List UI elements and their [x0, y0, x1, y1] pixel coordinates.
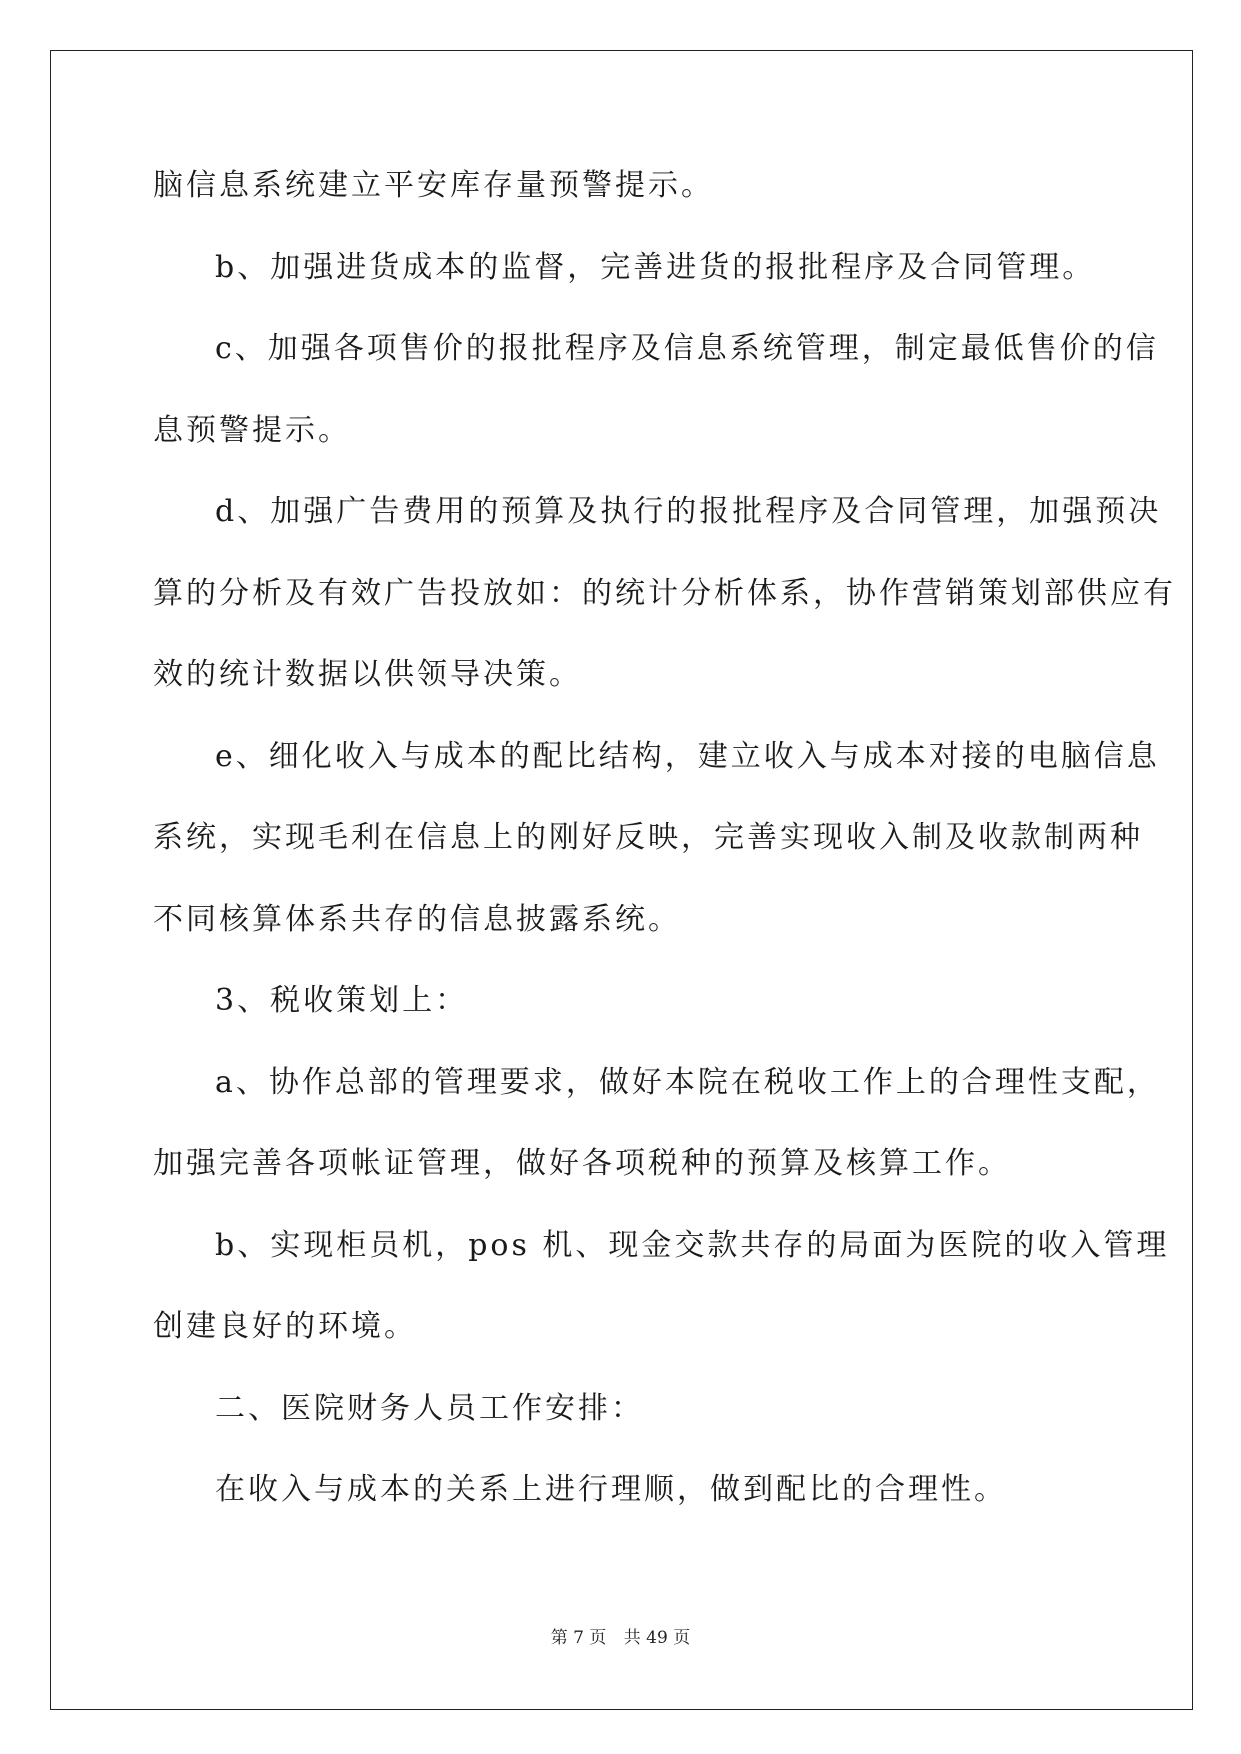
text-line-13: 加强完善各项帐证管理，做好各项税种的预算及核算工作。 — [153, 1146, 1011, 1181]
text-line-8: e、细化收入与成本的配比结构，建立收入与成本对接的电脑信息 — [215, 738, 1160, 774]
text-line-5: d、加强广告费用的预算及执行的报批程序及合同管理，加强预决 — [215, 494, 1162, 529]
text-line-9: 系统，实现毛利在信息上的刚好反映，完善实现收入制及收款制两种 — [153, 820, 1143, 855]
page-number: 第 7 页 — [550, 1628, 607, 1648]
document-body — [153, 160, 1176, 1546]
text-line-3: c、加强各项售价的报批程序及信息系统管理，制定最低售价的信 — [215, 331, 1159, 366]
text-line-10: 不同核算体系共存的信息披露系统。 — [153, 901, 681, 937]
page-total: 共 49 页 — [623, 1628, 691, 1648]
text-line-17: 在收入与成本的关系上进行理顺，做到配比的合理性。 — [215, 1472, 1007, 1507]
text-line-7: 效的统计数据以供领导决策。 — [153, 657, 582, 692]
text-line-1: 脑信息系统建立平安库存量预警提示。 — [153, 168, 714, 203]
text-line-2: b、加强进货成本的监督，完善进货的报批程序及合同管理。 — [215, 249, 1096, 285]
page-footer — [0, 1623, 1241, 1648]
text-line-14: b、实现柜员机，pos 机、现金交款共存的局面为医院的收入管理 — [215, 1227, 1170, 1263]
text-line-12: a、协作总部的管理要求，做好本院在税收工作上的合理性支配， — [215, 1064, 1160, 1100]
section-heading-staff: 二、医院财务人员工作安排： — [215, 1390, 644, 1426]
section-heading-tax: 3、税收策划上： — [215, 983, 469, 1018]
text-line-6: 算的分析及有效广告投放如：的统计分析体系，协作营销策划部供应有 — [153, 575, 1176, 611]
text-line-15: 创建良好的环境。 — [153, 1309, 417, 1344]
text-line-4: 息预警提示。 — [153, 412, 351, 448]
